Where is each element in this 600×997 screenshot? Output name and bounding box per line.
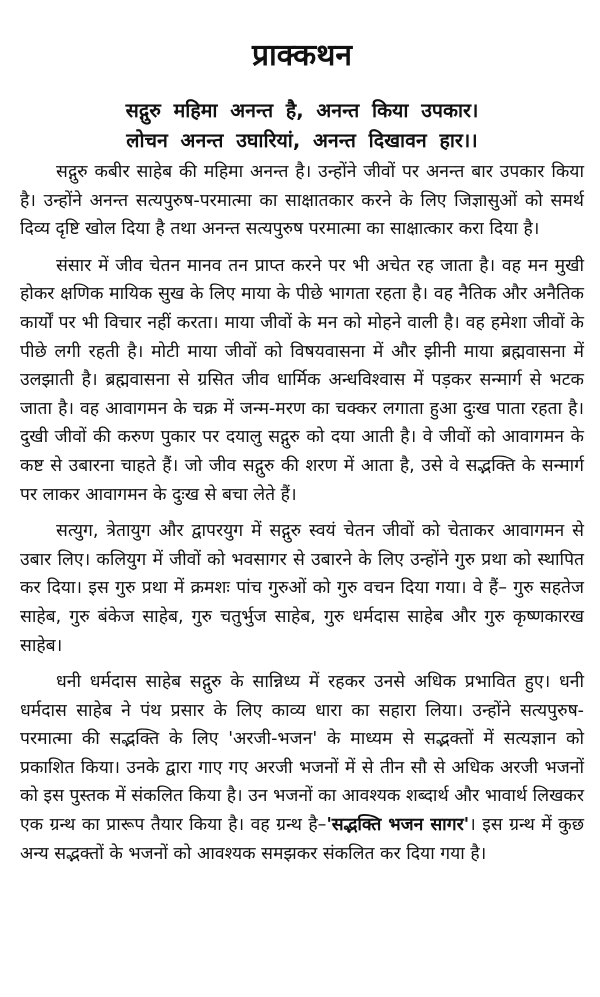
paragraph-4-text-after: । इस ग्रन्थ में कुछ अन्य सद्भक्तों के भजनों को आवश्यक समझकर संकलित कर दिया गया है।: [20, 815, 585, 864]
couplet-line-2: लोचन अनन्त उघारियां, अनन्त दिखावन हार।।: [126, 129, 478, 152]
paragraph-3: सत्युग, त्रेतायुग और द्वापरयुग में सद्गुरु स्वयं चेतन जीवों को चेताकर आवागमन से उबार लिए। कलियुग में जीवों को भवसागर से उबारने के लिए उन्होंने गुरु प्रथा को स्थापित कर दिया। इस गुरु प्रथा में क्रमशः पांच गुरुओं को गुरु वचन दिया गया। वे हैं– गुरु सहतेज साहेब, गुरु बंकेज साहेब, गुरु चतुर्भुज साहेब, गुरु धर्मदास साहेब और गुरु कृष्णकारख साहेब।: [20, 521, 584, 656]
book-title-phrase: 'सद्भक्ति भजन सागर': [326, 815, 470, 836]
couplet-line-1: सद्गुरु महिमा अनन्त है, अनन्त किया उपकार।: [125, 99, 479, 122]
page-title: प्राक्कथन: [251, 38, 353, 73]
opening-couplet: [20, 96, 584, 156]
paragraph-1: सद्गुरु कबीर साहेब की महिमा अनन्त है। उन्होंने जीवों पर अनन्त बार उपकार किया है। उन्होंने अनन्त सत्यपुरुष-परमात्मा का साक्षातकार करने के लिए जिज्ञासुओं को समर्थ दिव्य दृष्टि खोल दिया है तथा अनन्त सत्यपुरुष परमात्मा का साक्षात्कार करा दिया है।: [20, 162, 584, 240]
paragraph-4-text-before: धनी धर्मदास साहेब सद्गुरु के सान्निध्य में रहकर उनसे अधिक प्रभावित हुए। धनी धर्मदास साहेब ने पंथ प्रसार के लिए काव्य धारा का सहारा लिया। उन्होंने सत्यपुरुष-परमात्मा की सद्भक्ति के लिए 'अरजी-भजन' के माध्यम से सद्भक्तों में सत्यज्ञान को प्रकाशित किया। उनके द्वारा गाए गए अरजी भजनों में से तीन सौ से अधिक अरजी भजनों को इस पुस्तक में संकलित किया है। उन भजनों का आवश्यक शब्दार्थ और भावार्थ लिखकर एक ग्रन्थ का प्रारूप तैयार किया है। वह ग्रन्थ है–: [20, 672, 584, 836]
paragraph-4: [20, 668, 584, 868]
paragraph-2: संसार में जीव चेतन मानव तन प्राप्त करने पर भी अचेत रह जाता है। वह मन मुखी होकर क्षणिक मायिक सुख के लिए माया के पीछे भागता रहता है। वह नैतिक और अनैतिक कार्यों पर भी विचार नहीं करता। माया जीवों के मन को मोहने वाली है। वह हमेशा जीवों के पीछे लगी रहती है। मोटी माया जीवों को विषयवासना में और झीनी माया ब्रह्मवासना में उलझाती है। ब्रह्मवासना से ग्रसित जीव धार्मिक अन्धविश्वास में पड़कर सन्मार्ग से भटक जाता है। वह आवागमन के चक्र में जन्म-मरण का चक्कर लगाता हुआ दुःख पाता रहता है। दुखी जीवों की करुण पुकार पर दयालु सद्गुरु को दया आती है। वे जीवों को आवागमन के कष्ट से उबारना चाहते हैं। जो जीव सद्गुरु की शरण में आता है, उसे वे सद्भक्ति के सन्मार्ग पर लाकर आवागमन के दुःख से बचा लेते हैं।: [20, 255, 584, 505]
